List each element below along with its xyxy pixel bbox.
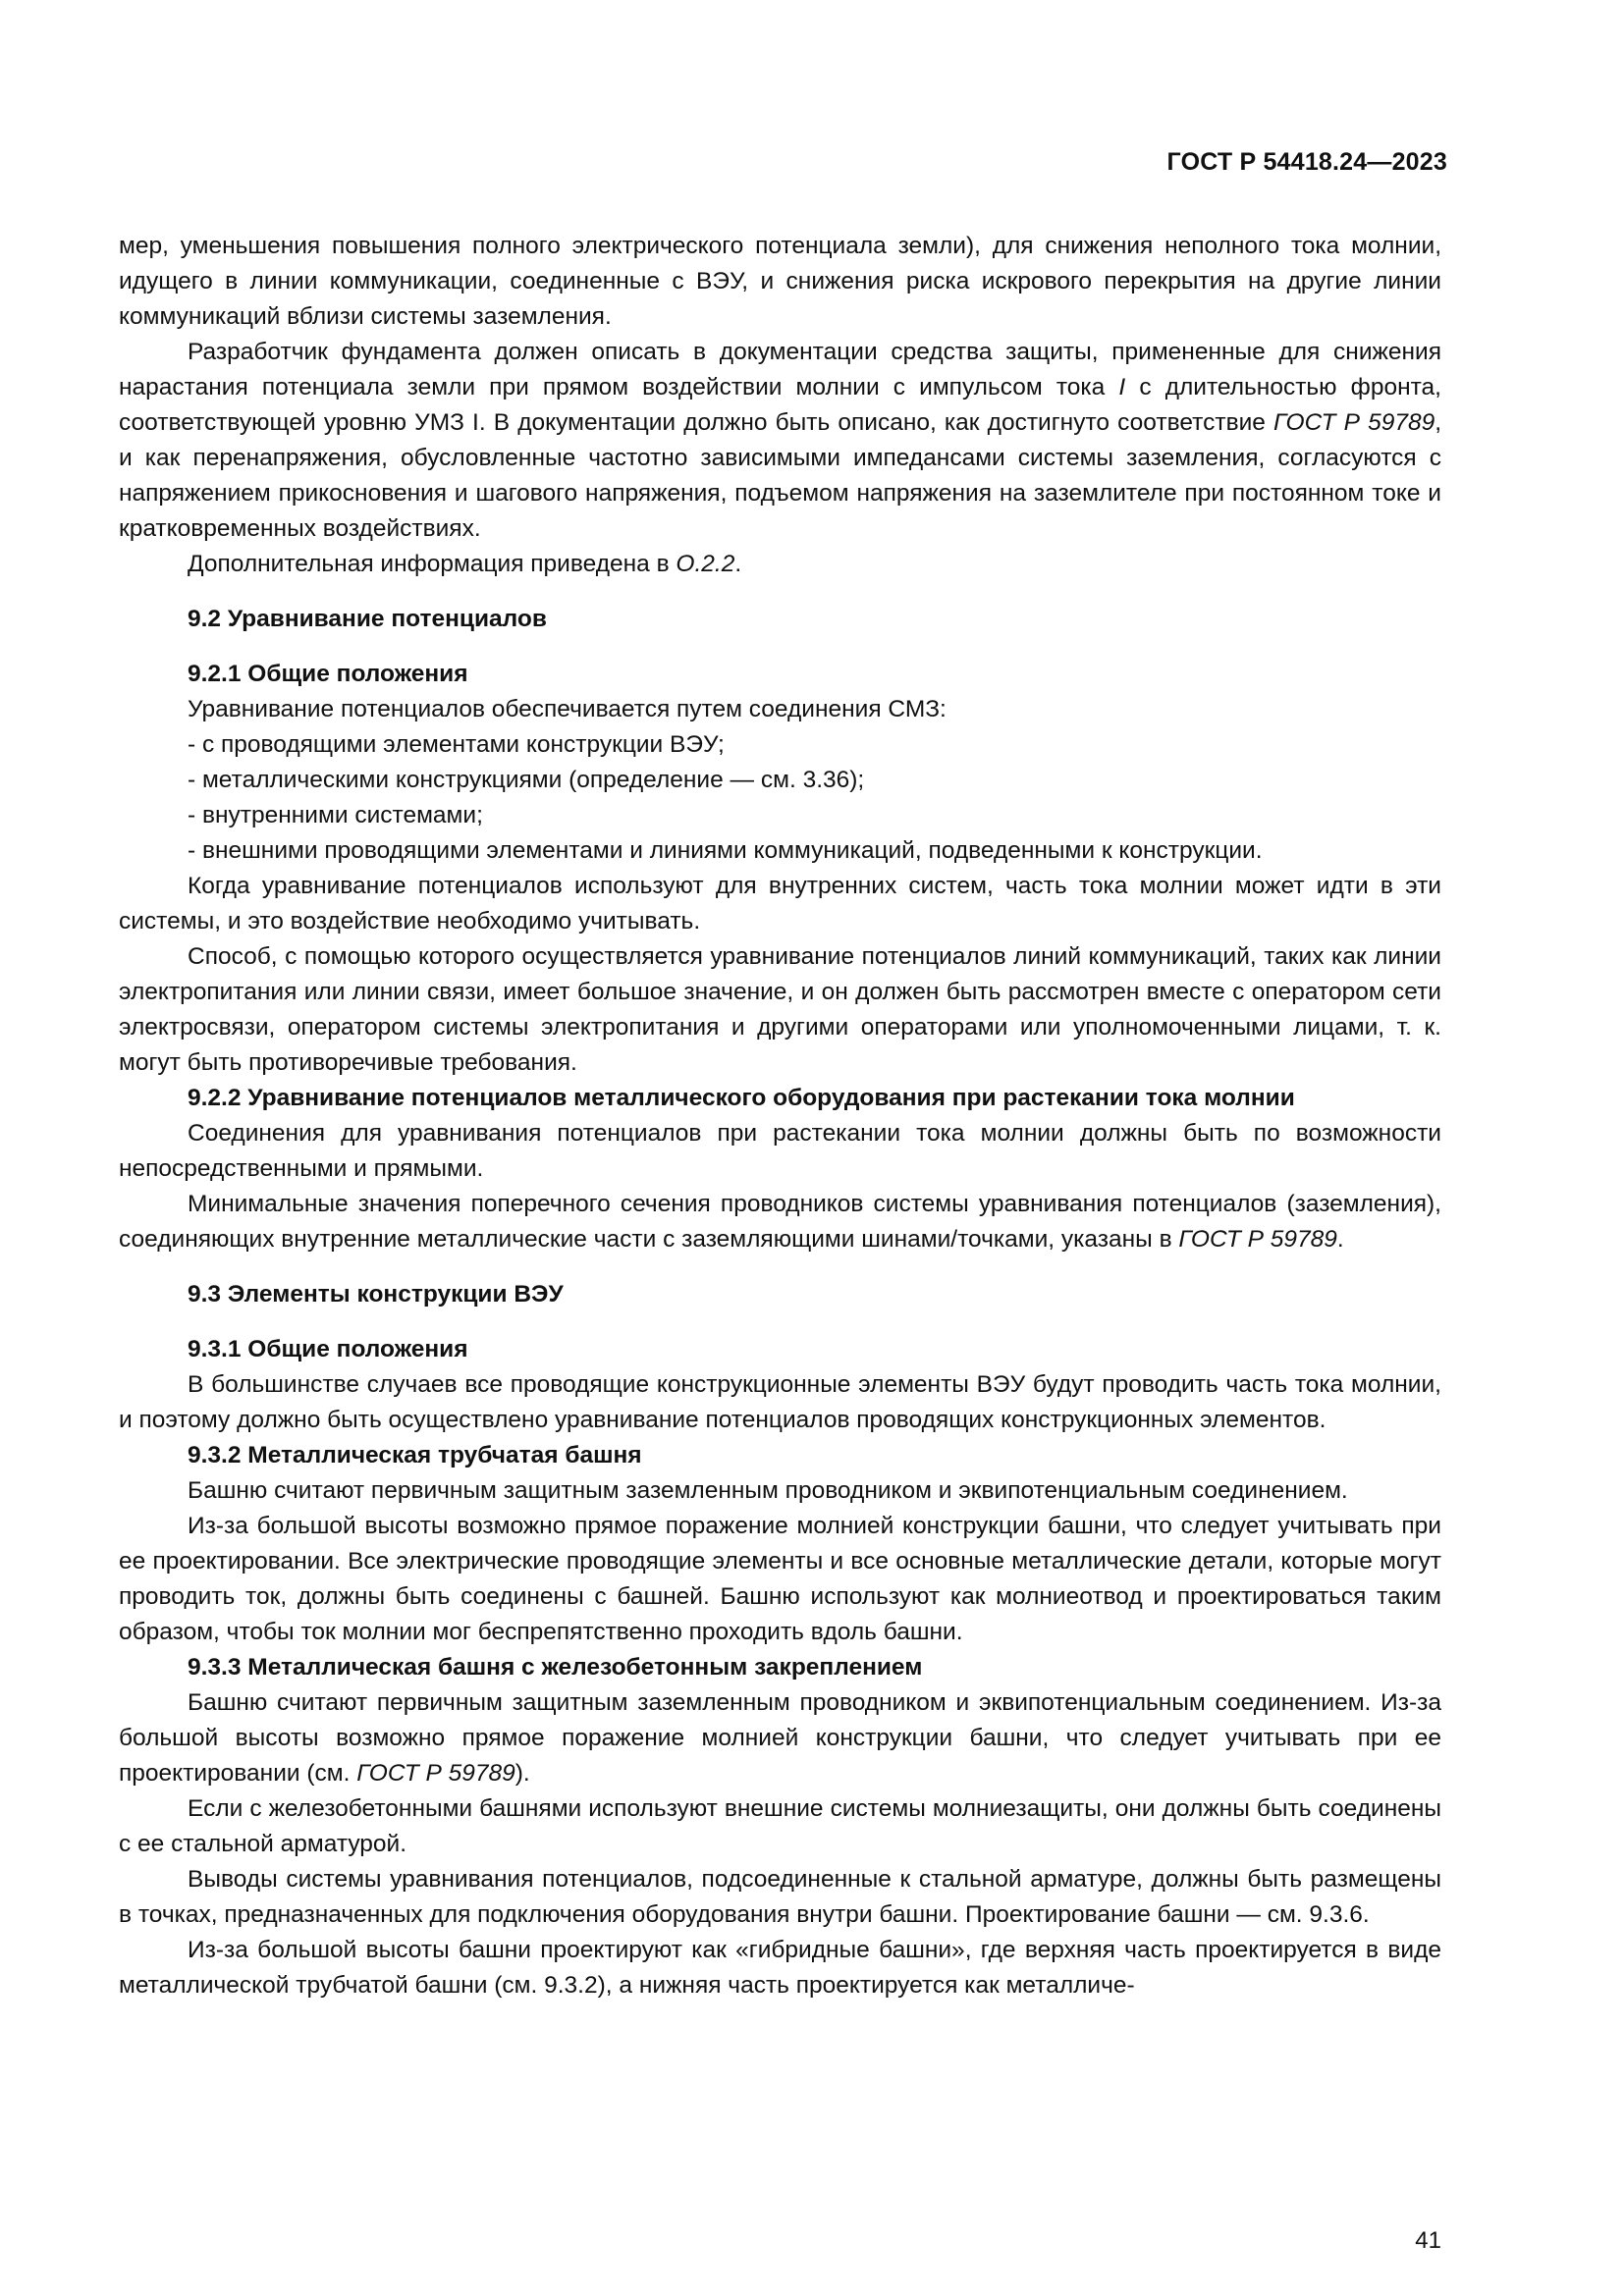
page-number: 41 xyxy=(1415,2227,1441,2254)
subsection-heading-9-2-2: 9.2.2 Уравнивание потенциалов металлического оборудования при растекании тока молнии xyxy=(188,1085,1295,1111)
section-heading-9-3: 9.3 Элементы конструкции ВЭУ xyxy=(188,1281,564,1308)
paragraph: Соединения для уравнивания потенциалов при растекании тока молнии должны быть по возможности непосредственными и прямыми. xyxy=(119,1120,1441,1182)
paragraph: Если с железобетонными башнями используют внешние системы молниезащиты, они должны быть соединены с ее стальной арматурой. xyxy=(119,1795,1441,1857)
document-header: ГОСТ Р 54418.24—2023 xyxy=(1166,148,1447,176)
list-item: - с проводящими элементами конструкции ВЭУ; xyxy=(188,731,725,758)
paragraph: Разработчик фундамента должен описать в документации средства защиты, примененные для снижения нарастания потенциала земли при прямом воздействии молнии с импульсом тока I с длительностью фронта, соответствующей уровню УМЗ I. В документации должно быть описано, как достигнуто соответствие ГОСТ Р 59789, и как перенапряжения, обусловленные частотно зависимыми импедансами системы заземления, согласуются с напряжением прикосновения и шагового напряжения, подъемом напряжения на заземлителе при постоянном токе и кратковременных воздействиях. xyxy=(119,339,1442,542)
paragraph: В большинстве случаев все проводящие конструкционные элементы ВЭУ будут проводить часть тока молнии, и поэтому должно быть осуществлено уравнивание потенциалов проводящих конструкционных элементов. xyxy=(119,1371,1441,1433)
paragraph: Из-за большой высоты башни проектируют как «гибридные башни», где верхняя часть проектируется в виде металлической трубчатой башни (см. 9.3.2), а нижняя часть проектируется как металличе- xyxy=(119,1937,1441,1999)
standard-reference: ГОСТ Р 59789 xyxy=(356,1760,515,1787)
paragraph: Уравнивание потенциалов обеспечивается путем соединения СМЗ: xyxy=(188,696,947,722)
document-body xyxy=(119,229,1441,2003)
paragraph: Минимальные значения поперечного сечения проводников системы уравнивания потенциалов (заземления), соединяющих внутренние металлические части с заземляющими шинами/точками, указаны в ГОСТ Р 59789. xyxy=(119,1191,1441,1253)
subsection-heading-9-2-1: 9.2.1 Общие положения xyxy=(188,661,468,687)
list-item: - внешними проводящими элементами и линиями коммуникаций, подведенными к конструкции. xyxy=(188,837,1263,864)
standard-reference: ГОСТ Р 59789 xyxy=(1178,1226,1337,1253)
paragraph: Из-за большой высоты возможно прямое поражение молнией конструкции башни, что следует учитывать при ее проектировании. Все электрические проводящие элементы и все основные металлические детали, которые могут проводить ток, должны быть соединены с башней. Башню используют как молниеотвод и проектироваться таким образом, чтобы ток молнии мог беспрепятственно проходить вдоль башни. xyxy=(119,1513,1441,1645)
list-item: - металлическими конструкциями (определение — см. 3.36); xyxy=(188,767,865,793)
paragraph: Когда уравнивание потенциалов используют для внутренних систем, часть тока молнии может идти в эти системы, и это воздействие необходимо учитывать. xyxy=(119,873,1441,934)
current-symbol: I xyxy=(1118,374,1126,400)
paragraph: Башню считают первичным защитным заземленным проводником и эквипотенциальным соединением. xyxy=(188,1477,1348,1504)
standard-reference: ГОСТ Р 59789 xyxy=(1273,409,1435,436)
paragraph: мер, уменьшения повышения полного электрического потенциала земли), для снижения неполного тока молнии, идущего в линии коммуникации, соединенные с ВЭУ, и снижения риска искрового перекрытия на другие линии коммуникаций вблизи системы заземления. xyxy=(119,233,1441,330)
paragraph: Башню считают первичным защитным заземленным проводником и эквипотенциальным соединением. Из-за большой высоты возможно прямое поражение молнией конструкции башни, что следует учитывать при ее проектировании (см. ГОСТ Р 59789). xyxy=(119,1689,1441,1787)
subsection-heading-9-3-2: 9.3.2 Металлическая трубчатая башня xyxy=(188,1442,642,1468)
paragraph: Выводы системы уравнивания потенциалов, подсоединенные к стальной арматуре, должны быть размещены в точках, предназначенных для подключения оборудования внутри башни. Проектирование башни — см. 9.3.6. xyxy=(119,1866,1441,1928)
section-heading-9-2: 9.2 Уравнивание потенциалов xyxy=(188,606,547,632)
subsection-heading-9-3-3: 9.3.3 Металлическая башня с железобетонным закреплением xyxy=(188,1654,923,1681)
paragraph: Способ, с помощью которого осуществляется уравнивание потенциалов линий коммуникаций, таких как линии электропитания или линии связи, имеет большое значение, и он должен быть рассмотрен вместе с оператором сети электросвязи, оператором системы электропитания и другими операторами или уполномоченными лицами, т. к. могут быть противоречивые требования. xyxy=(119,943,1441,1076)
annex-reference: О.2.2 xyxy=(676,551,735,577)
subsection-heading-9-3-1: 9.3.1 Общие положения xyxy=(188,1336,468,1362)
paragraph: Дополнительная информация приведена в О.2.2. xyxy=(188,551,742,577)
list-item: - внутренними системами; xyxy=(188,802,483,828)
